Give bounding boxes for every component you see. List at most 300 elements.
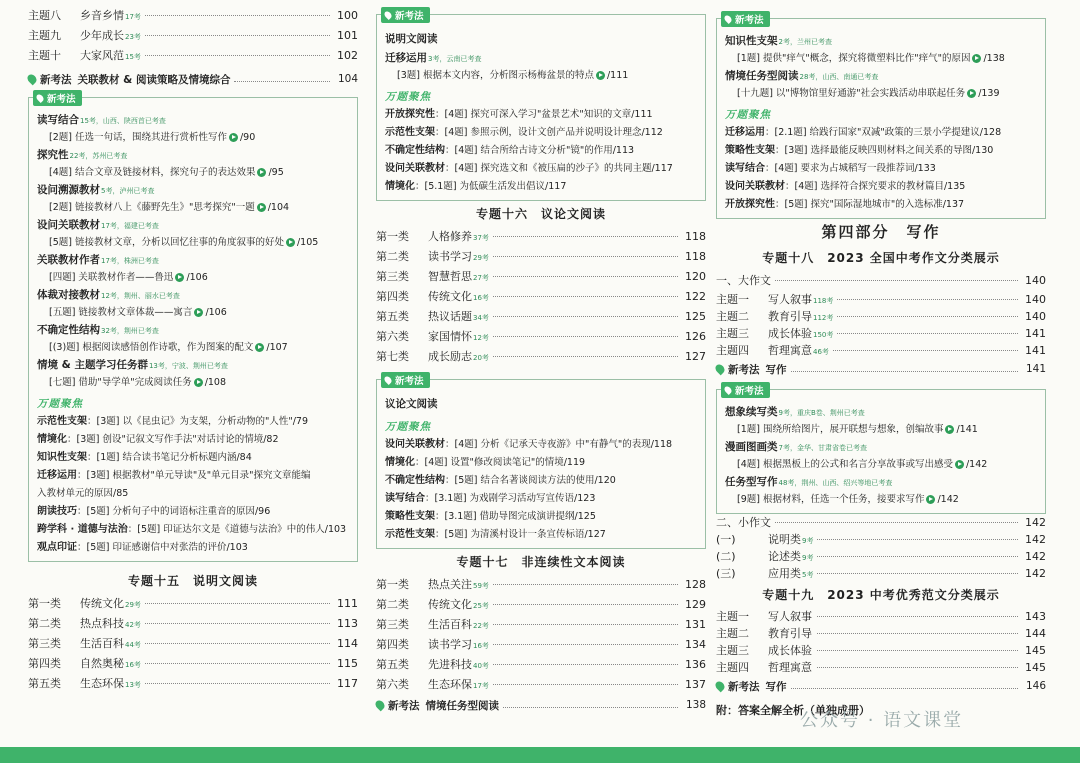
kv-value: ：[5题] 分析句子中的词语标注重音的原因 bbox=[77, 506, 255, 517]
toc-title: 大家风范 bbox=[80, 49, 124, 62]
ability-item[interactable] bbox=[37, 467, 349, 485]
kv-key: 示范性支架 bbox=[37, 416, 87, 427]
toc-title: 二、小作文 bbox=[716, 516, 771, 529]
leader-dots bbox=[493, 276, 678, 277]
toc-label: 第三类 bbox=[376, 270, 409, 283]
toc-entry[interactable] bbox=[28, 26, 358, 46]
tag-text: 新考法 bbox=[735, 386, 764, 397]
new-law-toc-line[interactable] bbox=[28, 69, 358, 89]
ability-focus-label: 万题聚焦 bbox=[37, 398, 83, 410]
item-body[interactable] bbox=[385, 66, 697, 85]
kv-value: ：[3题] 根据教材"单元导读"及"单元目录"探究文章能编 bbox=[77, 470, 311, 481]
item-source: 3考，云南已考查 bbox=[428, 55, 482, 63]
page-number: 127 bbox=[685, 350, 706, 363]
item-source: 13考，宁波、荆州已考查 bbox=[148, 362, 228, 370]
new-law-item bbox=[725, 68, 1037, 103]
item-heading bbox=[725, 68, 1037, 84]
page-number: 118 bbox=[685, 230, 706, 243]
toc-label: 第四类 bbox=[376, 638, 409, 651]
ability-focus-label: 万题聚焦 bbox=[725, 109, 771, 121]
toc-exam-count: 29考 bbox=[473, 254, 489, 262]
page-number: 140 bbox=[1025, 310, 1046, 323]
leader-dots bbox=[817, 650, 1018, 651]
kv-page: /112 bbox=[641, 127, 663, 138]
item-body[interactable] bbox=[725, 84, 1037, 103]
kv-value: ：[3.1题] 借助导图完成演讲提纲 bbox=[435, 511, 575, 522]
new-law-box bbox=[376, 376, 706, 549]
toc-entry[interactable] bbox=[716, 291, 1046, 308]
leader-dots bbox=[817, 573, 1018, 574]
ability-item[interactable] bbox=[385, 124, 697, 142]
toc-entry[interactable] bbox=[376, 675, 706, 695]
item-body-text: [1题] 围绕所给图片，展开联想与想象，创编故事 bbox=[737, 424, 944, 435]
ability-item[interactable] bbox=[37, 521, 349, 539]
toc-label: 第七类 bbox=[376, 350, 409, 363]
new-law-text: 写作 bbox=[765, 363, 787, 376]
item-page: /105 bbox=[296, 237, 319, 248]
play-video-icon[interactable] bbox=[972, 54, 981, 63]
ability-item[interactable] bbox=[385, 160, 697, 178]
item-body[interactable] bbox=[37, 338, 349, 357]
toc-title: 人格修养 bbox=[428, 230, 472, 243]
leader-dots bbox=[493, 664, 678, 665]
new-law-item bbox=[37, 112, 349, 147]
toc-label: 第六类 bbox=[376, 330, 409, 343]
play-video-icon[interactable] bbox=[955, 460, 964, 469]
kv-value: ：[5题] 为清溪村设计一条宣传标语 bbox=[435, 529, 585, 540]
toc-title: 生活百科 bbox=[80, 637, 124, 650]
toc-title: 哲理寓意 bbox=[768, 344, 812, 357]
kv-page: /96 bbox=[254, 506, 271, 517]
toc-entry[interactable] bbox=[716, 531, 1046, 548]
ability-item[interactable] bbox=[725, 196, 1037, 214]
toc-title: 写人叙事 bbox=[768, 293, 812, 306]
page-number: 113 bbox=[337, 617, 358, 630]
kv-key: 不确定性结构 bbox=[385, 145, 445, 156]
new-law-toc-line[interactable] bbox=[716, 676, 1046, 696]
item-body-text: [5题] 链接教材文章，分析以回忆往事的角度叙事的好处 bbox=[49, 237, 284, 248]
leader-dots bbox=[503, 707, 678, 708]
ability-item[interactable] bbox=[37, 485, 349, 503]
bottom-green-band bbox=[0, 747, 1080, 763]
toc-title: 成长励志 bbox=[428, 350, 472, 363]
toc-exam-count: 46考 bbox=[813, 348, 829, 356]
toc-entry[interactable] bbox=[716, 565, 1046, 582]
toc-title: 教育引导 bbox=[768, 310, 812, 323]
kv-page: /82 bbox=[263, 434, 279, 445]
item-body[interactable] bbox=[725, 455, 1037, 474]
toc-title: 读书学习 bbox=[428, 638, 472, 651]
page-number: 144 bbox=[1025, 627, 1046, 640]
toc-entry[interactable] bbox=[716, 642, 1046, 659]
item-page: /141 bbox=[956, 424, 978, 435]
leader-dots bbox=[145, 643, 330, 644]
toc-entry[interactable] bbox=[376, 287, 706, 307]
toc-exam-count: 9考 bbox=[802, 537, 814, 545]
toc-title: 少年成长 bbox=[80, 29, 124, 42]
play-video-icon[interactable] bbox=[257, 203, 266, 212]
kv-key: 设问关联教材 bbox=[385, 439, 445, 450]
item-body-text: [(3)题] 根据阅读感悟创作诗歌，作为图案的配文 bbox=[49, 342, 254, 353]
ability-item[interactable] bbox=[725, 124, 1037, 142]
item-heading bbox=[725, 404, 1037, 420]
new-law-item bbox=[37, 147, 349, 182]
toc-entry[interactable] bbox=[376, 635, 706, 655]
play-video-icon[interactable] bbox=[257, 168, 266, 177]
item-heading bbox=[725, 439, 1037, 455]
tag-text: 新考法 bbox=[395, 376, 424, 387]
watermark: 公众号 · 语文课堂 bbox=[800, 710, 964, 731]
leader-dots bbox=[817, 667, 1018, 668]
new-law-toc-line[interactable] bbox=[716, 359, 1046, 379]
new-law-item bbox=[37, 322, 349, 357]
item-heading-text: 设问关联教材 bbox=[37, 219, 100, 231]
kv-key: 读写结合 bbox=[385, 493, 425, 504]
item-body-text: [2题] 链接教材八上《藤野先生》"思考探究"一题 bbox=[49, 202, 255, 213]
item-source: 5考，泸州已考查 bbox=[101, 187, 155, 195]
toc-label: 第二类 bbox=[376, 598, 409, 611]
leader-dots bbox=[493, 604, 678, 605]
ability-item[interactable] bbox=[37, 539, 349, 557]
toc-exam-count: 22考 bbox=[473, 622, 489, 630]
toc-entry[interactable] bbox=[716, 608, 1046, 625]
toc-entry[interactable] bbox=[716, 342, 1046, 359]
kv-value: ：[4题] 分析《记承天寺夜游》中"有静气"的表现 bbox=[445, 439, 651, 450]
page-number: 142 bbox=[1025, 533, 1046, 546]
toc-entry[interactable] bbox=[716, 659, 1046, 676]
toc-entry[interactable] bbox=[376, 655, 706, 675]
toc-exam-count: 17考 bbox=[473, 682, 489, 690]
kv-value: ：[2.1题] 给践行国家"双减"政策的三景小学提建议 bbox=[765, 127, 980, 138]
item-heading bbox=[37, 217, 349, 233]
kv-page: /117 bbox=[545, 181, 567, 192]
toc-label: 主题四 bbox=[716, 661, 749, 674]
ability-item[interactable] bbox=[725, 178, 1037, 196]
new-law-item bbox=[725, 404, 1037, 439]
toc-exam-count: 25考 bbox=[473, 602, 489, 610]
leader-dots bbox=[837, 316, 1018, 317]
ability-item[interactable] bbox=[725, 160, 1037, 178]
ability-item[interactable] bbox=[385, 526, 697, 544]
toc-exam-count: 44考 bbox=[125, 641, 141, 649]
appendix-note: 附：答案全解全析（单独成册） bbox=[716, 704, 870, 717]
item-body[interactable] bbox=[37, 163, 349, 182]
item-page: /106 bbox=[205, 307, 227, 318]
kv-key: 跨学科 · 道德与法治 bbox=[37, 524, 128, 535]
leader-dots bbox=[145, 683, 330, 684]
item-source: 15考，山西、陕西首已考查 bbox=[80, 117, 166, 125]
new-law-label: 新考法 bbox=[728, 363, 760, 376]
toc-entry[interactable] bbox=[376, 327, 706, 347]
kv-page: /103 bbox=[226, 542, 248, 553]
page-number: 102 bbox=[337, 49, 358, 62]
item-heading bbox=[37, 252, 349, 268]
item-page: /142 bbox=[937, 494, 959, 505]
toc-entry[interactable] bbox=[376, 307, 706, 327]
page-number: 141 bbox=[1025, 363, 1046, 375]
toc-entry[interactable] bbox=[716, 625, 1046, 642]
page-number: 111 bbox=[337, 597, 358, 610]
leader-dots bbox=[493, 624, 678, 625]
kv-key: 设问关联教材 bbox=[725, 181, 785, 192]
item-page: /90 bbox=[239, 132, 256, 143]
leader-dots bbox=[791, 371, 1019, 372]
ability-item[interactable] bbox=[385, 178, 697, 196]
toc-label: 主题八 bbox=[28, 9, 61, 22]
kv-page: /120 bbox=[594, 475, 616, 486]
page-number: 146 bbox=[1025, 680, 1046, 692]
item-body[interactable] bbox=[37, 373, 349, 392]
toc-entry[interactable] bbox=[376, 267, 706, 287]
page-number: 128 bbox=[685, 578, 706, 591]
page-number: 141 bbox=[1025, 327, 1046, 340]
ability-item[interactable] bbox=[385, 472, 697, 490]
leader-dots bbox=[837, 333, 1018, 334]
play-video-icon[interactable] bbox=[194, 378, 203, 387]
item-body[interactable] bbox=[37, 303, 349, 322]
item-body-text: [4题] 根据黑板上的公式和名言分享故事或写出感受 bbox=[737, 459, 953, 470]
play-video-icon[interactable] bbox=[175, 273, 184, 282]
item-body-text: [十九题] 以"博物馆里好通游"社会实践活动串联起任务 bbox=[737, 88, 966, 99]
ability-item[interactable] bbox=[37, 413, 349, 431]
toc-title: 热点科技 bbox=[80, 617, 124, 630]
kv-key: 迁移运用 bbox=[725, 127, 765, 138]
toc-entry[interactable] bbox=[28, 634, 358, 654]
location-pin-icon bbox=[383, 10, 393, 20]
toc-title: 生活百科 bbox=[428, 618, 472, 631]
item-source: 28考，山西、南通已考查 bbox=[799, 73, 879, 81]
play-video-icon[interactable] bbox=[286, 238, 295, 247]
toc-label: 第三类 bbox=[28, 637, 61, 650]
page-number: 141 bbox=[1025, 344, 1046, 357]
toc-title: 传统文化 bbox=[80, 597, 124, 610]
toc-entry[interactable] bbox=[716, 548, 1046, 565]
kv-page: /113 bbox=[612, 145, 635, 156]
toc-entry[interactable] bbox=[376, 347, 706, 367]
ability-item[interactable] bbox=[385, 490, 697, 508]
toc-label: 主题三 bbox=[716, 644, 749, 657]
ability-item[interactable] bbox=[385, 436, 697, 454]
item-body-text: [2题] 任选一句话，围绕其进行赏析性写作 bbox=[49, 132, 227, 143]
toc-exam-count: 23考 bbox=[125, 33, 141, 41]
item-body[interactable] bbox=[37, 128, 349, 147]
toc-exam-count: 13考 bbox=[125, 681, 141, 689]
item-heading-text: 想象续写类 bbox=[725, 406, 778, 418]
play-video-icon[interactable] bbox=[945, 425, 954, 434]
toc-label: 主题一 bbox=[716, 293, 749, 306]
left-column bbox=[28, 6, 358, 694]
section-title: 议论文阅读 bbox=[385, 398, 438, 410]
item-body[interactable] bbox=[725, 420, 1037, 439]
toc-title: 热议话题 bbox=[428, 310, 472, 323]
item-source: 12考，荆州、丽水已考查 bbox=[101, 292, 180, 300]
toc-title: 传统文化 bbox=[428, 290, 472, 303]
kv-page: /117 bbox=[651, 163, 673, 174]
new-law-label: 新考法 bbox=[388, 699, 420, 712]
ability-item[interactable] bbox=[37, 449, 349, 467]
kv-value: ：[4题] 设置"修改阅读笔记"的情境 bbox=[415, 457, 564, 468]
item-body-text: [4题] 结合文章及链接材料，探究句子的表达效果 bbox=[49, 167, 256, 178]
ability-item[interactable] bbox=[385, 508, 697, 526]
new-law-tag bbox=[721, 382, 770, 398]
toc-entry[interactable] bbox=[376, 247, 706, 267]
new-law-toc-line[interactable] bbox=[376, 695, 706, 715]
item-source: 17考，株洲已考查 bbox=[101, 257, 159, 265]
item-heading-text: 迁移运用 bbox=[385, 52, 427, 64]
play-video-icon[interactable] bbox=[967, 89, 976, 98]
toc-title: 读书学习 bbox=[428, 250, 472, 263]
kv-key: 示范性支架 bbox=[385, 127, 435, 138]
topic-title: 专题十九 2023 中考优秀范文分类展示 bbox=[762, 588, 1000, 602]
item-body-text: [五题] 链接教材文章体裁——寓言 bbox=[49, 307, 193, 318]
new-law-tag bbox=[721, 11, 770, 27]
new-law-box bbox=[716, 386, 1046, 514]
leader-dots bbox=[145, 663, 330, 664]
item-page: /111 bbox=[606, 70, 629, 81]
leader-dots bbox=[145, 35, 330, 36]
play-video-icon[interactable] bbox=[229, 133, 238, 142]
item-page: /107 bbox=[266, 342, 288, 353]
page-number: 134 bbox=[685, 638, 706, 651]
new-law-item bbox=[37, 217, 349, 252]
leader-dots bbox=[493, 256, 678, 257]
kv-key: 策略性支架 bbox=[385, 511, 435, 522]
kv-value: ：[5题] 印证感谢信中对张浩的评价 bbox=[77, 542, 227, 553]
item-source: 7考，金华、甘肃省卷已考查 bbox=[778, 444, 867, 452]
new-law-item bbox=[37, 287, 349, 322]
item-body[interactable] bbox=[725, 49, 1037, 68]
page-number: 138 bbox=[685, 699, 706, 711]
leader-dots bbox=[775, 280, 1018, 281]
kv-page: /79 bbox=[292, 416, 309, 427]
kv-page: /137 bbox=[942, 199, 965, 210]
item-body[interactable] bbox=[37, 268, 349, 287]
toc-entry[interactable] bbox=[28, 6, 358, 26]
item-page: /108 bbox=[204, 377, 227, 388]
toc-title: 成长体验 bbox=[768, 327, 812, 340]
part-title: 第四部分 写作 bbox=[821, 223, 941, 241]
page-number: 143 bbox=[1025, 610, 1046, 623]
kv-value: ：[5题] 印证达尔文是《道德与法治》中的伟人 bbox=[127, 524, 325, 535]
location-pin-icon bbox=[723, 385, 733, 395]
toc-label: 主题二 bbox=[716, 310, 749, 323]
toc-exam-count: 29考 bbox=[125, 601, 141, 609]
item-source: 17考，福建已考查 bbox=[101, 222, 159, 230]
play-video-icon[interactable] bbox=[926, 495, 935, 504]
ability-focus-label: 万题聚焦 bbox=[385, 91, 431, 103]
kv-key: 开放探究性 bbox=[725, 199, 775, 210]
ability-item[interactable] bbox=[385, 142, 697, 160]
item-body[interactable] bbox=[725, 490, 1037, 509]
item-heading-text: 探究性 bbox=[37, 149, 69, 161]
toc-exam-count: 16考 bbox=[473, 642, 489, 650]
location-pin-icon bbox=[383, 375, 393, 385]
toc-entry[interactable] bbox=[28, 674, 358, 694]
toc-entry[interactable] bbox=[28, 46, 358, 66]
right-column bbox=[716, 6, 1046, 720]
kv-page: /119 bbox=[563, 457, 586, 468]
new-law-item bbox=[37, 357, 349, 392]
new-law-label: 新考法 bbox=[728, 680, 760, 693]
page-number: 142 bbox=[1025, 516, 1046, 529]
toc-entry[interactable] bbox=[28, 614, 358, 634]
toc-entry[interactable] bbox=[376, 227, 706, 247]
toc-title: 应用类 bbox=[768, 567, 801, 580]
kv-value: ：[5题] 探究"国际湿地城市"的入选标准 bbox=[775, 199, 943, 210]
item-heading bbox=[37, 147, 349, 163]
kv-value: 入教材单元的原因 bbox=[37, 488, 114, 499]
leader-dots bbox=[791, 688, 1019, 689]
toc-entry[interactable] bbox=[716, 325, 1046, 342]
item-body[interactable] bbox=[37, 233, 349, 252]
page-number: 142 bbox=[1025, 550, 1046, 563]
new-law-item bbox=[725, 33, 1037, 68]
toc-exam-count: 20考 bbox=[473, 354, 489, 362]
item-heading bbox=[37, 357, 349, 373]
play-video-icon[interactable] bbox=[596, 71, 605, 80]
toc-entry[interactable] bbox=[716, 308, 1046, 325]
toc-entry[interactable] bbox=[376, 615, 706, 635]
ability-item[interactable] bbox=[385, 106, 697, 124]
kv-key: 观点印证 bbox=[37, 542, 77, 553]
leader-dots bbox=[817, 539, 1018, 540]
leader-dots bbox=[493, 584, 678, 585]
new-law-text: 关联教材 & 阅读策略及情境综合 bbox=[77, 73, 231, 86]
toc-exam-count: 9考 bbox=[802, 554, 814, 562]
ability-focus-label: 万题聚焦 bbox=[385, 421, 431, 433]
item-source: 32考，荆州已考查 bbox=[101, 327, 159, 335]
toc-label: 第四类 bbox=[376, 290, 409, 303]
toc-entry[interactable] bbox=[376, 595, 706, 615]
toc-entry[interactable] bbox=[28, 654, 358, 674]
page-number: 104 bbox=[337, 73, 358, 85]
toc-label: 主题十 bbox=[28, 49, 61, 62]
ability-item[interactable] bbox=[725, 142, 1037, 160]
kv-key: 情境化 bbox=[37, 434, 67, 445]
item-heading-text: 漫画图画类 bbox=[725, 441, 778, 453]
kv-key: 朗读技巧 bbox=[37, 506, 77, 517]
toc-entry[interactable] bbox=[28, 594, 358, 614]
item-body-text: [四题] 关联教材作者——鲁迅 bbox=[49, 272, 174, 283]
play-video-icon[interactable] bbox=[255, 343, 264, 352]
page-number: 136 bbox=[685, 658, 706, 671]
item-body[interactable] bbox=[37, 198, 349, 217]
ability-item[interactable] bbox=[385, 454, 697, 472]
leader-dots bbox=[493, 684, 678, 685]
kv-page: /133 bbox=[914, 163, 936, 174]
page-number: 115 bbox=[337, 657, 358, 670]
play-video-icon[interactable] bbox=[194, 308, 203, 317]
new-law-item bbox=[37, 182, 349, 217]
toc-title: 写人叙事 bbox=[768, 610, 812, 623]
kv-value: ：[3题] 选择最能反映四则材料之间关系的导图 bbox=[775, 145, 972, 156]
leader-dots bbox=[234, 81, 330, 82]
toc-entry[interactable] bbox=[376, 575, 706, 595]
topic-title: 专题十八 2023 全国中考作文分类展示 bbox=[762, 251, 1000, 265]
toc-label: 主题九 bbox=[28, 29, 61, 42]
item-page: /138 bbox=[983, 53, 1005, 64]
page-number: 137 bbox=[685, 678, 706, 691]
toc-title: 智慧哲思 bbox=[428, 270, 472, 283]
ability-item[interactable] bbox=[37, 431, 349, 449]
toc-exam-count: 16考 bbox=[473, 294, 489, 302]
leader-dots bbox=[817, 556, 1018, 557]
toc-label: (三) bbox=[716, 567, 736, 580]
new-law-tag bbox=[381, 7, 430, 23]
item-heading-text: 体裁对接教材 bbox=[37, 289, 100, 301]
new-law-label: 新考法 bbox=[40, 73, 72, 86]
ability-item[interactable] bbox=[37, 503, 349, 521]
